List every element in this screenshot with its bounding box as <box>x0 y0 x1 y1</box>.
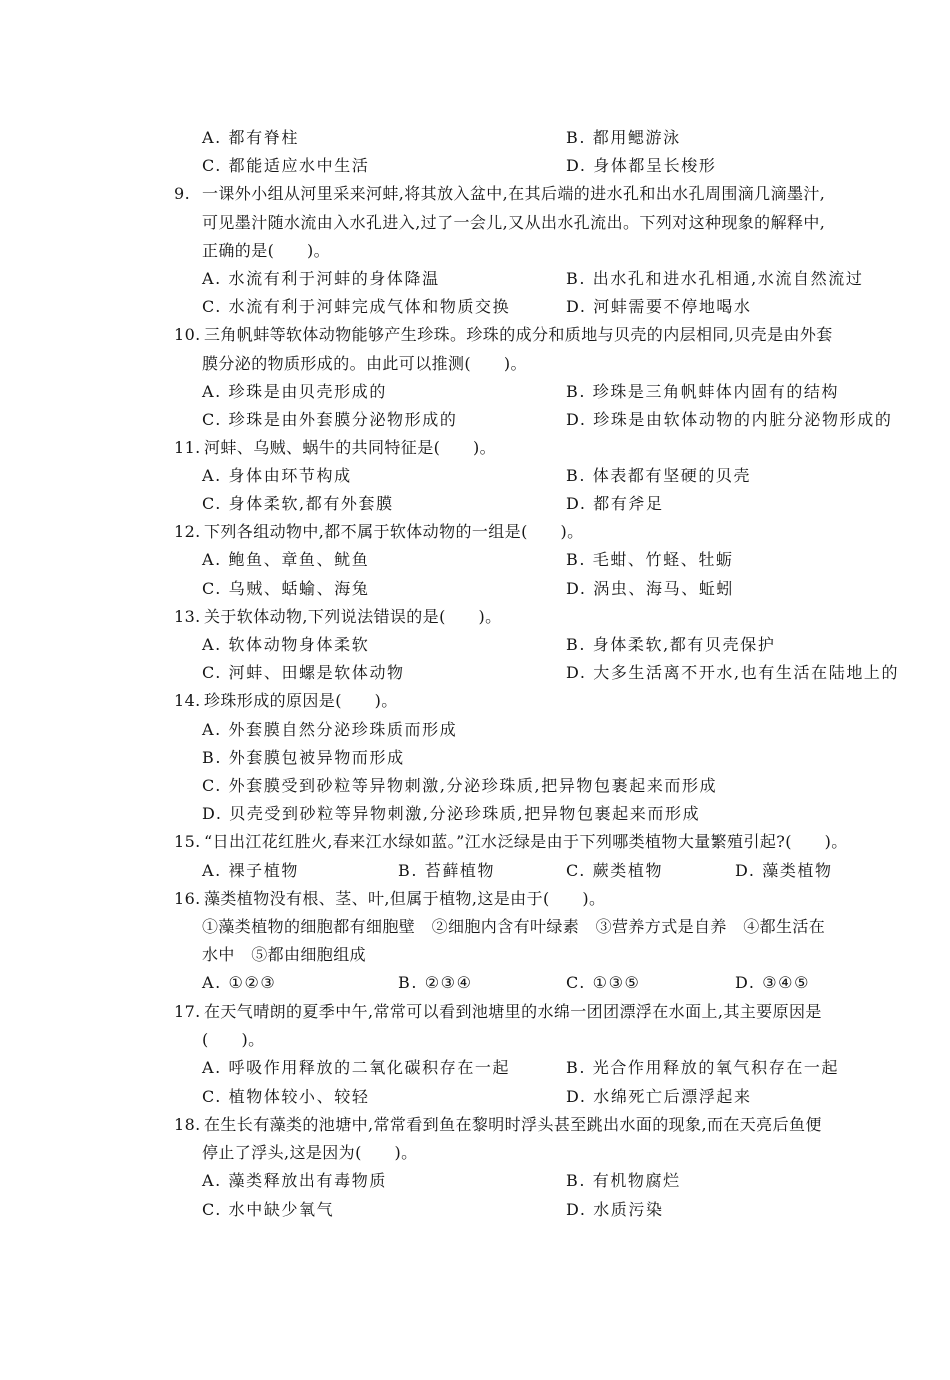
q13-option-a: A. 软体动物身体柔软 <box>202 635 370 654</box>
q16-option-d: D. ③④⑤ <box>735 973 811 992</box>
q8-option-c: C. 都能适应水中生活 <box>202 156 370 175</box>
q18-option-c: C. 水中缺少氧气 <box>202 1200 335 1219</box>
q14-option-b: B. 外套膜包被异物而形成 <box>202 748 405 767</box>
q8-option-b: B. 都用鳃游泳 <box>566 128 681 147</box>
question-number: 18. <box>174 1115 201 1134</box>
question-16-statements-cont: 水中 ⑤都由细胞组成 <box>202 945 367 964</box>
question-text: 三角帆蚌等软体动物能够产生珍珠。珍珠的成分和质地与贝壳的内层相同,贝壳是由外套 <box>204 325 833 344</box>
question-18 <box>174 1115 822 1135</box>
question-9-line-2: 可见墨汁随水流由入水孔进入,过了一会儿,又从出水孔流出。下列对这种现象的解释中, <box>202 213 826 232</box>
q10-option-a: A. 珍珠是由贝壳形成的 <box>202 382 387 401</box>
question-text: 珍珠形成的原因是( )。 <box>204 691 398 710</box>
q13-option-b: B. 身体柔软,都有贝壳保护 <box>566 635 776 654</box>
question-11 <box>174 438 496 458</box>
question-number: 14. <box>174 691 201 710</box>
q11-option-b: B. 体表都有坚硬的贝壳 <box>566 466 752 485</box>
question-9 <box>174 184 825 204</box>
question-17 <box>174 1002 822 1022</box>
q17-option-d: D. 水绵死亡后漂浮起来 <box>566 1087 752 1106</box>
q17-option-b: B. 光合作用释放的氧气积存在一起 <box>566 1058 840 1077</box>
question-10-line-2: 膜分泌的物质形成的。由此可以推测( )。 <box>202 354 527 373</box>
question-9-line-3: 正确的是( )。 <box>202 241 331 260</box>
question-text: “日出江花红胜火,春来江水绿如蓝。”江水泛绿是由于下列哪类植物大量繁殖引起?( )。 <box>204 832 848 851</box>
q12-option-c: C. 乌贼、蛞蝓、海兔 <box>202 579 370 598</box>
question-number: 9. <box>174 184 191 203</box>
q14-option-c: C. 外套膜受到砂粒等异物刺激,分泌珍珠质,把异物包裹起来而形成 <box>202 776 718 795</box>
question-number: 11. <box>174 438 201 457</box>
question-number: 12. <box>174 522 201 541</box>
question-text: 关于软体动物,下列说法错误的是( )。 <box>204 607 502 626</box>
q13-option-c: C. 河蚌、田螺是软体动物 <box>202 663 405 682</box>
question-18-line-2: 停止了浮头,这是因为( )。 <box>202 1143 418 1162</box>
q17-option-a: A. 呼吸作用释放的二氧化碳积存在一起 <box>202 1058 511 1077</box>
question-text: 在生长有藻类的池塘中,常常看到鱼在黎明时浮头甚至跳出水面的现象,而在天亮后鱼便 <box>204 1115 822 1134</box>
q8-option-d: D. 身体都呈长梭形 <box>566 156 717 175</box>
q16-option-a: A. ①②③ <box>202 973 277 992</box>
q18-option-d: D. 水质污染 <box>566 1200 664 1219</box>
q11-option-c: C. 身体柔软,都有外套膜 <box>202 494 394 513</box>
q13-option-d: D. 大多生活离不开水,也有生活在陆地上的 <box>566 663 900 682</box>
q15-option-b: B. 苔藓植物 <box>398 861 496 880</box>
q8-option-a: A. 都有脊柱 <box>202 128 299 147</box>
q16-option-c: C. ①③⑤ <box>566 973 641 992</box>
question-text: 藻类植物没有根、茎、叶,但属于植物,这是由于( )。 <box>204 889 606 908</box>
q17-option-c: C. 植物体较小、较轻 <box>202 1087 370 1106</box>
q11-option-d: D. 都有斧足 <box>566 494 664 513</box>
question-text: 下列各组动物中,都不属于软体动物的一组是( )。 <box>204 522 584 541</box>
q15-option-d: D. 藻类植物 <box>735 861 833 880</box>
q14-option-d: D. 贝壳受到砂粒等异物刺激,分泌珍珠质,把异物包裹起来而形成 <box>202 804 701 823</box>
question-13 <box>174 607 502 627</box>
question-text: 河蚌、乌贼、蜗牛的共同特征是( )。 <box>204 438 497 457</box>
q9-option-c: C. 水流有利于河蚌完成气体和物质交换 <box>202 297 511 316</box>
q12-option-a: A. 鲍鱼、章鱼、鱿鱼 <box>202 550 370 569</box>
question-16 <box>174 889 605 909</box>
question-number: 10. <box>174 325 201 344</box>
question-15 <box>174 832 848 852</box>
question-10 <box>174 325 833 345</box>
q11-option-a: A. 身体由环节构成 <box>202 466 352 485</box>
q12-option-b: B. 毛蚶、竹蛏、牡蛎 <box>566 550 734 569</box>
question-14 <box>174 691 398 711</box>
q9-option-a: A. 水流有利于河蚌的身体降温 <box>202 269 440 288</box>
q10-option-d: D. 珍珠是由软体动物的内脏分泌物形成的 <box>566 410 893 429</box>
question-16-statements: ①藻类植物的细胞都有细胞壁 ②细胞内含有叶绿素 ③营养方式是自养 ④都生活在 <box>202 917 826 936</box>
q15-option-c: C. 蕨类植物 <box>566 861 664 880</box>
question-17-line-2: ( )。 <box>202 1030 265 1049</box>
q18-option-b: B. 有机物腐烂 <box>566 1171 681 1190</box>
question-number: 17. <box>174 1002 201 1021</box>
q16-option-b: B. ②③④ <box>398 973 473 992</box>
question-number: 13. <box>174 607 201 626</box>
q10-option-b: B. 珍珠是三角帆蚌体内固有的结构 <box>566 382 840 401</box>
q9-option-d: D. 河蚌需要不停地喝水 <box>566 297 752 316</box>
question-12 <box>174 522 584 542</box>
q15-option-a: A. 裸子植物 <box>202 861 299 880</box>
q14-option-a: A. 外套膜自然分泌珍珠质而形成 <box>202 720 458 739</box>
q10-option-c: C. 珍珠是由外套膜分泌物形成的 <box>202 410 458 429</box>
q12-option-d: D. 涡虫、海马、蚯蚓 <box>566 579 735 598</box>
question-text: 一课外小组从河里采来河蚌,将其放入盆中,在其后端的进水孔和出水孔周围滴几滴墨汁, <box>202 184 826 203</box>
question-number: 15. <box>174 832 201 851</box>
question-number: 16. <box>174 889 201 908</box>
q9-option-b: B. 出水孔和进水孔相通,水流自然流过 <box>566 269 864 288</box>
q18-option-a: A. 藻类释放出有毒物质 <box>202 1171 387 1190</box>
question-text: 在天气晴朗的夏季中午,常常可以看到池塘里的水绵一团团漂浮在水面上,其主要原因是 <box>204 1002 822 1021</box>
